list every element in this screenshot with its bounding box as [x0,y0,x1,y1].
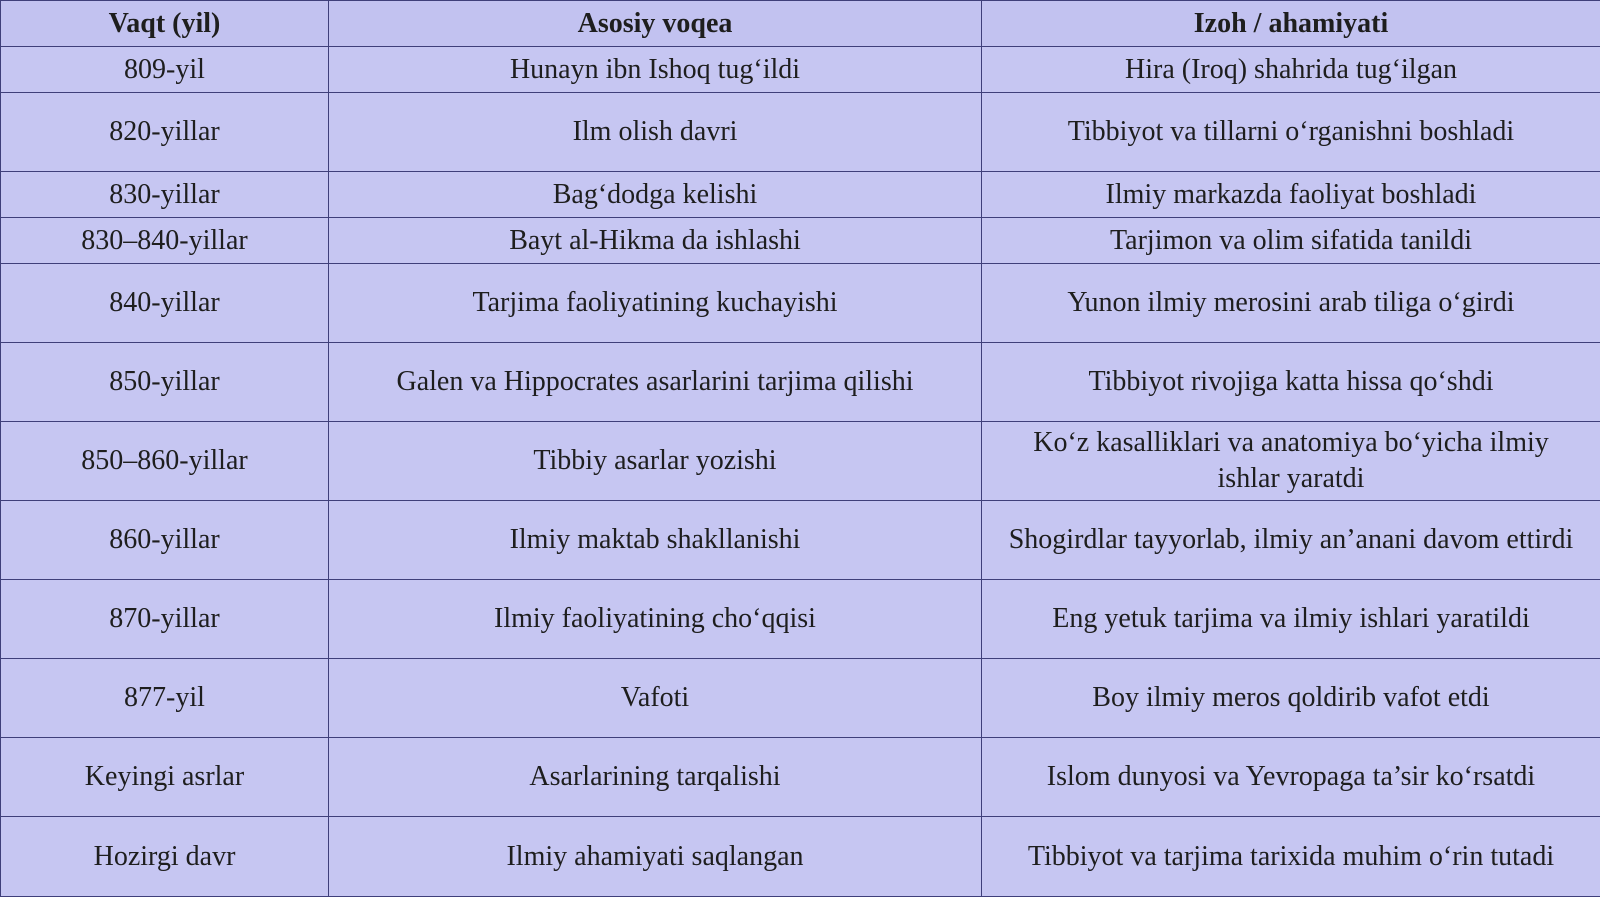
cell-note: Tibbiyot rivojiga katta hissa qo‘shdi [982,343,1600,422]
cell-note: Shogirdlar tayyorlab, ilmiy an’anani davom ettirdi [982,501,1600,580]
cell-note: Tibbiyot va tillarni o‘rganishni boshladi [982,93,1600,172]
cell-event: Bayt al-Hikma da ishlashi [329,218,982,264]
cell-note: Boy ilmiy meros qoldirib vafot etdi [982,659,1600,738]
cell-year: 840-yillar [1,264,329,343]
cell-note: Tibbiyot va tarjima tarixida muhim o‘rin tutadi [982,817,1600,897]
cell-note: Hira (Iroq) shahrida tug‘ilgan [982,47,1600,93]
cell-year: Keyingi asrlar [1,738,329,817]
cell-year: 860-yillar [1,501,329,580]
cell-year: 877-yil [1,659,329,738]
table-row [1,343,1600,422]
cell-event: Ilmiy ahamiyati saqlangan [329,817,982,897]
cell-event: Ilm olish davri [329,93,982,172]
cell-event: Ilmiy maktab shakllanishi [329,501,982,580]
cell-note: Islom dunyosi va Yevropaga ta’sir ko‘rsatdi [982,738,1600,817]
cell-year: 809-yil [1,47,329,93]
cell-event: Ilmiy faoliyatining cho‘qqisi [329,580,982,659]
cell-year: 830–840-yillar [1,218,329,264]
cell-event: Bag‘dodga kelishi [329,172,982,218]
cell-year: 820-yillar [1,93,329,172]
table-header-row [1,1,1600,47]
table-row [1,580,1600,659]
cell-event: Tibbiy asarlar yozishi [329,422,982,501]
cell-note: Eng yetuk tarjima va ilmiy ishlari yaratildi [982,580,1600,659]
cell-note: Ko‘z kasalliklari va anatomiya bo‘yicha ilmiy ishlar yaratdi [982,422,1600,501]
cell-event: Hunayn ibn Ishoq tug‘ildi [329,47,982,93]
table-row [1,218,1600,264]
table-row [1,93,1600,172]
cell-year: 830-yillar [1,172,329,218]
header-note: Izoh / ahamiyati [982,1,1600,47]
cell-note: Yunon ilmiy merosini arab tiliga o‘girdi [982,264,1600,343]
cell-year: 870-yillar [1,580,329,659]
table-row [1,501,1600,580]
table-row [1,659,1600,738]
cell-event: Asarlarining tarqalishi [329,738,982,817]
table-row [1,422,1600,501]
table-row [1,264,1600,343]
cell-event: Galen va Hippocrates asarlarini tarjima qilishi [329,343,982,422]
header-event: Asosiy voqea [329,1,982,47]
cell-note: Tarjimon va olim sifatida tanildi [982,218,1600,264]
cell-event: Vafoti [329,659,982,738]
cell-year: 850-yillar [1,343,329,422]
table-row [1,738,1600,817]
cell-event: Tarjima faoliyatining kuchayishi [329,264,982,343]
table-row [1,172,1600,218]
cell-note: Ilmiy markazda faoliyat boshladi [982,172,1600,218]
header-year: Vaqt (yil) [1,1,329,47]
table-row [1,47,1600,93]
table-row [1,817,1600,897]
cell-year: 850–860-yillar [1,422,329,501]
cell-year: Hozirgi davr [1,817,329,897]
